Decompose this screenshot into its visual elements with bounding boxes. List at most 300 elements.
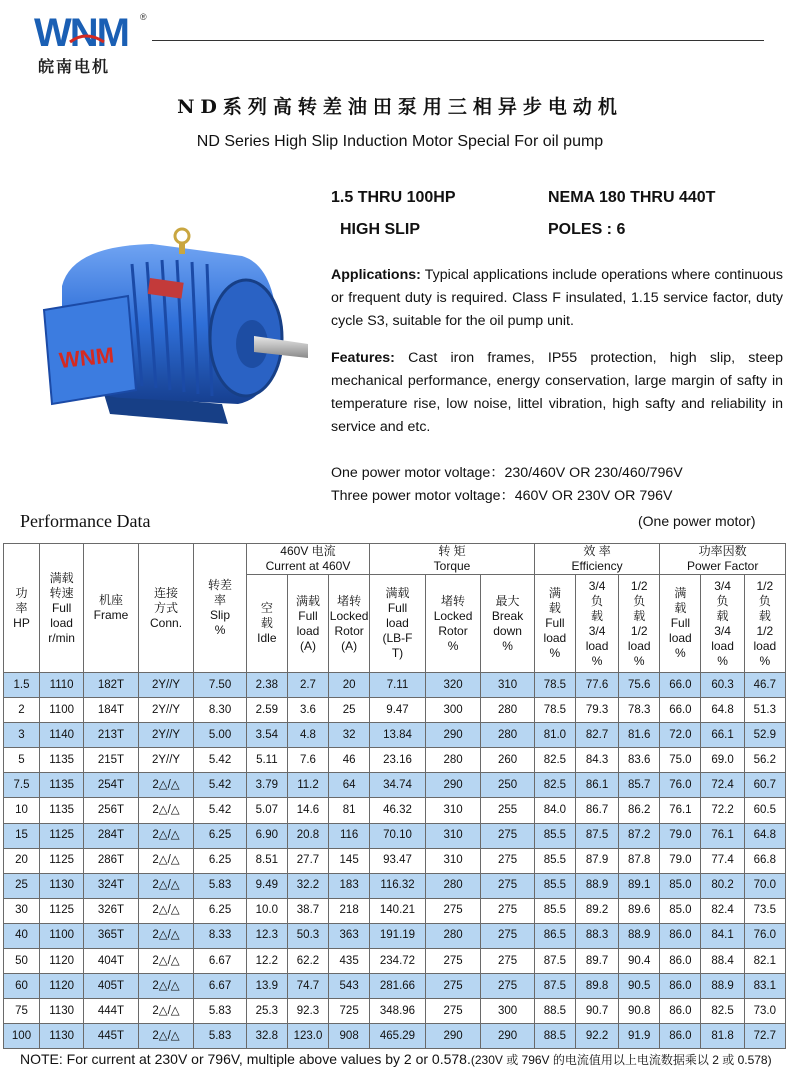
header-text: (A) bbox=[341, 638, 358, 653]
col-header-frame bbox=[84, 544, 139, 673]
table-cell: 290 bbox=[425, 773, 481, 798]
table-cell: 280 bbox=[425, 748, 481, 773]
header-text: 1/2 bbox=[630, 623, 648, 638]
table-cell: 1125 bbox=[40, 848, 84, 873]
header-text: % bbox=[717, 653, 728, 668]
table-cell: 6.25 bbox=[194, 848, 246, 873]
table-cell: 76.0 bbox=[744, 923, 785, 948]
table-cell: 182T bbox=[84, 673, 139, 698]
header-text: load bbox=[543, 631, 567, 645]
table-cell: 326T bbox=[84, 898, 139, 923]
table-cell: 405T bbox=[84, 974, 139, 999]
table-cell: 66.1 bbox=[701, 723, 744, 748]
table-cell: 3.54 bbox=[246, 723, 287, 748]
table-cell: 66.0 bbox=[660, 698, 701, 723]
header-text: 负 bbox=[758, 593, 771, 608]
voltage-one-power: One power motor voltage：230/460V OR 230/460/796V bbox=[331, 465, 683, 481]
table-cell: 81.8 bbox=[701, 1024, 744, 1049]
group-header-efficiency bbox=[534, 544, 660, 575]
table-cell: 70.10 bbox=[370, 823, 426, 848]
table-cell: 86.2 bbox=[619, 798, 660, 823]
table-cell: 73.5 bbox=[744, 898, 785, 923]
table-cell: 9.47 bbox=[370, 698, 426, 723]
table-cell: 100 bbox=[4, 1024, 40, 1049]
table-cell: 8.51 bbox=[246, 848, 287, 873]
table-cell: 27.7 bbox=[287, 848, 328, 873]
table-cell: 2Y//Y bbox=[138, 698, 194, 723]
table-cell: 445T bbox=[84, 1024, 139, 1049]
table-cell: 300 bbox=[425, 698, 481, 723]
table-cell: 20.8 bbox=[287, 823, 328, 848]
table-cell: 20 bbox=[329, 673, 370, 698]
table-cell: 78.5 bbox=[534, 698, 575, 723]
table-cell: 85.5 bbox=[534, 873, 575, 898]
table-cell: 2.38 bbox=[246, 673, 287, 698]
header-text: Idle bbox=[257, 631, 277, 645]
table-cell: 84.1 bbox=[701, 923, 744, 948]
table-cell: 23.16 bbox=[370, 748, 426, 773]
header-text: T) bbox=[391, 646, 404, 660]
table-cell: 88.5 bbox=[534, 1024, 575, 1049]
header-text: % bbox=[447, 638, 459, 653]
header-text: % bbox=[675, 646, 686, 660]
table-cell: 5.83 bbox=[194, 873, 246, 898]
table-cell: 2△/△ bbox=[138, 773, 194, 798]
table-cell: 86.1 bbox=[575, 773, 618, 798]
table-cell: 444T bbox=[84, 999, 139, 1024]
table-row bbox=[4, 723, 786, 748]
table-cell: 184T bbox=[84, 698, 139, 723]
table-cell: 324T bbox=[84, 873, 139, 898]
table-cell: 92.3 bbox=[287, 999, 328, 1024]
table-cell: 1110 bbox=[40, 673, 84, 698]
header-text: 载 bbox=[260, 616, 273, 630]
table-cell: 20 bbox=[4, 848, 40, 873]
table-cell: 86.0 bbox=[660, 999, 701, 1024]
header-text: 载 bbox=[633, 608, 646, 623]
table-cell: 88.9 bbox=[575, 873, 618, 898]
table-cell: 13.84 bbox=[370, 723, 426, 748]
table-cell: 74.7 bbox=[287, 974, 328, 999]
table-cell: 2△/△ bbox=[138, 848, 194, 873]
table-cell: 1120 bbox=[40, 949, 84, 974]
table-cell: 38.7 bbox=[287, 898, 328, 923]
table-cell: 256T bbox=[84, 798, 139, 823]
table-cell: 60.5 bbox=[744, 798, 785, 823]
footnote-en: NOTE: For current at 230V or 796V, multiple above values by 2 or 0.578. bbox=[20, 1051, 471, 1067]
table-cell: 2Y//Y bbox=[138, 748, 194, 773]
header-text: Conn. bbox=[150, 615, 183, 630]
table-cell: 275 bbox=[481, 873, 535, 898]
table-cell: 6.67 bbox=[194, 949, 246, 974]
col-header-eff-full bbox=[534, 575, 575, 673]
table-cell: 1130 bbox=[40, 1024, 84, 1049]
header-text: 连接 bbox=[154, 585, 179, 600]
registered-mark: ® bbox=[140, 12, 147, 22]
table-cell: 64 bbox=[329, 773, 370, 798]
table-cell: 3 bbox=[4, 723, 40, 748]
table-cell: 78.5 bbox=[534, 673, 575, 698]
table-cell: 89.7 bbox=[575, 949, 618, 974]
table-cell: 87.5 bbox=[534, 974, 575, 999]
table-cell: 275 bbox=[425, 949, 481, 974]
table-cell: 90.5 bbox=[619, 974, 660, 999]
header-text: down bbox=[493, 623, 522, 638]
header-text: 率 bbox=[15, 600, 28, 615]
table-cell: 9.49 bbox=[246, 873, 287, 898]
col-header-speed bbox=[40, 544, 84, 673]
table-cell: 215T bbox=[84, 748, 139, 773]
table-cell: 1100 bbox=[40, 698, 84, 723]
table-cell: 10 bbox=[4, 798, 40, 823]
spec-hp-range: 1.5 THRU 100HP bbox=[331, 189, 456, 206]
table-cell: 5.83 bbox=[194, 1024, 246, 1049]
table-row bbox=[4, 898, 786, 923]
header-text: 负 bbox=[591, 593, 604, 608]
table-cell: 82.1 bbox=[744, 949, 785, 974]
table-cell: 66.8 bbox=[744, 848, 785, 873]
header-text: Efficiency bbox=[571, 559, 623, 573]
header-text: Locked bbox=[433, 608, 473, 623]
table-cell: 5.07 bbox=[246, 798, 287, 823]
header-text: load bbox=[50, 615, 73, 630]
table-cell: 79.3 bbox=[575, 698, 618, 723]
col-header-conn bbox=[138, 544, 194, 673]
table-row bbox=[4, 873, 786, 898]
table-cell: 88.4 bbox=[701, 949, 744, 974]
table-row bbox=[4, 848, 786, 873]
header-text: 率 bbox=[214, 593, 227, 607]
table-cell: 82.5 bbox=[701, 999, 744, 1024]
table-cell: 86.0 bbox=[660, 1024, 701, 1049]
header-text: load bbox=[296, 623, 320, 638]
header-text: 方式 bbox=[154, 600, 179, 615]
col-header-pf-34 bbox=[701, 575, 744, 673]
table-row bbox=[4, 1024, 786, 1049]
header-text: load bbox=[669, 631, 692, 645]
table-cell: 80.2 bbox=[701, 873, 744, 898]
table-cell: 32.8 bbox=[246, 1024, 287, 1049]
table-row bbox=[4, 798, 786, 823]
table-cell: 310 bbox=[425, 848, 481, 873]
table-cell: 1125 bbox=[40, 823, 84, 848]
table-cell: 123.0 bbox=[287, 1024, 328, 1049]
table-cell: 1125 bbox=[40, 898, 84, 923]
header-text: load bbox=[386, 616, 409, 630]
header-text: load bbox=[585, 638, 609, 653]
table-cell: 280 bbox=[425, 873, 481, 898]
table-cell: 90.4 bbox=[619, 949, 660, 974]
page-title-en: ND Series High Slip Induction Motor Special For oil pump bbox=[196, 133, 604, 150]
table-cell: 90.8 bbox=[619, 999, 660, 1024]
table-cell: 50 bbox=[4, 949, 40, 974]
table-cell: 52.9 bbox=[744, 723, 785, 748]
col-header-breakdown bbox=[481, 575, 535, 673]
table-cell: 275 bbox=[481, 898, 535, 923]
table-cell: 140.21 bbox=[370, 898, 426, 923]
table-cell: 34.74 bbox=[370, 773, 426, 798]
table-cell: 87.2 bbox=[619, 823, 660, 848]
table-cell: 12.3 bbox=[246, 923, 287, 948]
spec-poles: POLES : 6 bbox=[548, 221, 626, 238]
table-cell: 310 bbox=[425, 823, 481, 848]
header-text: Rotor bbox=[334, 623, 364, 638]
table-cell: 69.0 bbox=[701, 748, 744, 773]
table-cell: 300 bbox=[481, 999, 535, 1024]
table-cell: 83.6 bbox=[619, 748, 660, 773]
header-text: 3/4 bbox=[714, 578, 731, 593]
table-cell: 218 bbox=[329, 898, 370, 923]
table-cell: 85.7 bbox=[619, 773, 660, 798]
table-cell: 72.7 bbox=[744, 1024, 785, 1049]
table-cell: 255 bbox=[481, 798, 535, 823]
brand-logo bbox=[34, 8, 154, 76]
table-cell: 86.0 bbox=[660, 923, 701, 948]
table-cell: 32.2 bbox=[287, 873, 328, 898]
header-text: 转速 bbox=[49, 585, 74, 600]
table-cell: 6.25 bbox=[194, 823, 246, 848]
table-cell: 6.25 bbox=[194, 898, 246, 923]
table-row bbox=[4, 698, 786, 723]
table-cell: 46.7 bbox=[744, 673, 785, 698]
header-text: Torque bbox=[433, 559, 471, 573]
performance-title: Performance Data bbox=[20, 511, 151, 531]
table-cell: 7.11 bbox=[370, 673, 426, 698]
table-cell: 4.8 bbox=[287, 723, 328, 748]
table-cell: 15 bbox=[4, 823, 40, 848]
table-cell: 365T bbox=[84, 923, 139, 948]
header-text: load bbox=[753, 638, 777, 653]
table-row bbox=[4, 673, 786, 698]
table-cell: 116.32 bbox=[370, 873, 426, 898]
performance-table-body bbox=[4, 673, 786, 1049]
table-row bbox=[4, 823, 786, 848]
table-row bbox=[4, 974, 786, 999]
group-header-torque bbox=[370, 544, 535, 575]
table-cell: 1100 bbox=[40, 923, 84, 948]
table-cell: 87.8 bbox=[619, 848, 660, 873]
header-text: Break bbox=[491, 608, 524, 623]
table-cell: 86.7 bbox=[575, 798, 618, 823]
header-text: 满 bbox=[548, 586, 561, 600]
table-cell: 1130 bbox=[40, 999, 84, 1024]
table-cell: 76.1 bbox=[701, 823, 744, 848]
table-cell: 250 bbox=[481, 773, 535, 798]
table-cell: 12.2 bbox=[246, 949, 287, 974]
table-cell: 81 bbox=[329, 798, 370, 823]
table-row bbox=[4, 999, 786, 1024]
table-cell: 275 bbox=[481, 923, 535, 948]
group-header-current bbox=[246, 544, 369, 575]
table-cell: 286T bbox=[84, 848, 139, 873]
table-cell: 46 bbox=[329, 748, 370, 773]
header-text: 负 bbox=[633, 593, 646, 608]
table-cell: 543 bbox=[329, 974, 370, 999]
table-cell: 6.90 bbox=[246, 823, 287, 848]
table-cell: 275 bbox=[425, 898, 481, 923]
performance-table bbox=[3, 543, 786, 1049]
lifting-eye-icon bbox=[175, 229, 189, 243]
table-cell: 82.5 bbox=[534, 773, 575, 798]
header-text: % bbox=[759, 653, 771, 668]
header-text: % bbox=[502, 638, 513, 653]
header-text: load bbox=[711, 638, 734, 653]
table-cell: 85.5 bbox=[534, 898, 575, 923]
table-cell: 81.6 bbox=[619, 723, 660, 748]
table-cell: 72.2 bbox=[701, 798, 744, 823]
header-text: 空 bbox=[260, 601, 273, 615]
group-header-power-factor bbox=[660, 544, 786, 575]
header-text: 载 bbox=[716, 608, 729, 623]
table-cell: 1.5 bbox=[4, 673, 40, 698]
table-cell: 260 bbox=[481, 748, 535, 773]
table-cell: 10.0 bbox=[246, 898, 287, 923]
table-cell: 92.2 bbox=[575, 1024, 618, 1049]
table-cell: 85.0 bbox=[660, 873, 701, 898]
table-cell: 116 bbox=[329, 823, 370, 848]
header-text: 载 bbox=[591, 608, 604, 623]
table-cell: 2△/△ bbox=[138, 898, 194, 923]
table-cell: 310 bbox=[481, 673, 535, 698]
header-text: 1/2 bbox=[756, 578, 774, 593]
table-cell: 725 bbox=[329, 999, 370, 1024]
table-cell: 290 bbox=[425, 723, 481, 748]
header-text: 1/2 bbox=[630, 578, 648, 593]
header-text: Locked bbox=[329, 608, 369, 623]
header-text: % bbox=[591, 653, 603, 668]
table-cell: 5.83 bbox=[194, 999, 246, 1024]
table-cell: 2△/△ bbox=[138, 923, 194, 948]
table-cell: 5.11 bbox=[246, 748, 287, 773]
table-cell: 284T bbox=[84, 823, 139, 848]
table-cell: 85.5 bbox=[534, 823, 575, 848]
table-cell: 40 bbox=[4, 923, 40, 948]
table-cell: 2△/△ bbox=[138, 823, 194, 848]
table-cell: 1130 bbox=[40, 873, 84, 898]
table-cell: 310 bbox=[425, 798, 481, 823]
table-cell: 280 bbox=[481, 698, 535, 723]
header-text: % bbox=[549, 646, 561, 660]
col-header-locked-rotor-pct bbox=[425, 575, 481, 673]
header-text: 载 bbox=[758, 608, 771, 623]
table-cell: 5.42 bbox=[194, 773, 246, 798]
header-text: 载 bbox=[674, 601, 687, 615]
footnote-cn: (230V 或 796V 的电流值用以上电流数据乘以 2 或 0.578) bbox=[470, 1053, 772, 1067]
header-text: 负 bbox=[716, 593, 729, 608]
table-cell: 1135 bbox=[40, 773, 84, 798]
table-cell: 2△/△ bbox=[138, 873, 194, 898]
table-cell: 87.5 bbox=[575, 823, 618, 848]
table-cell: 75.6 bbox=[619, 673, 660, 698]
col-header-idle bbox=[246, 575, 287, 673]
table-cell: 145 bbox=[329, 848, 370, 873]
header-text: 3/4 bbox=[588, 623, 606, 638]
header-text: Full bbox=[545, 616, 565, 630]
table-cell: 275 bbox=[481, 974, 535, 999]
footnote bbox=[20, 1050, 790, 1070]
table-cell: 72.4 bbox=[701, 773, 744, 798]
header-text: Current at 460V bbox=[265, 559, 351, 573]
table-cell: 88.5 bbox=[534, 999, 575, 1024]
table-cell: 254T bbox=[84, 773, 139, 798]
features-text: Cast iron frames, IP55 protection, high slip, steep mechanical performance, energy conservation, large margin of safty in temperature rise, low noise, littel vibration, high safty and reliability in service and etc. bbox=[331, 350, 783, 435]
table-cell: 62.2 bbox=[287, 949, 328, 974]
table-cell: 89.6 bbox=[619, 898, 660, 923]
table-cell: 88.9 bbox=[619, 923, 660, 948]
col-header-slip bbox=[194, 544, 246, 673]
table-cell: 908 bbox=[329, 1024, 370, 1049]
table-row bbox=[4, 923, 786, 948]
features-paragraph bbox=[331, 347, 783, 439]
header-text: 460V 电流 bbox=[280, 544, 336, 558]
header-text: 机座 bbox=[98, 593, 123, 607]
table-cell: 30 bbox=[4, 898, 40, 923]
table-cell: 2△/△ bbox=[138, 974, 194, 999]
table-cell: 275 bbox=[481, 848, 535, 873]
table-cell: 320 bbox=[425, 673, 481, 698]
table-cell: 348.96 bbox=[370, 999, 426, 1024]
table-cell: 2△/△ bbox=[138, 999, 194, 1024]
brand-name-cn: 皖南电机 bbox=[38, 57, 111, 76]
header-text: 堵转 bbox=[441, 593, 466, 608]
table-cell: 2△/△ bbox=[138, 1024, 194, 1049]
table-cell: 84.0 bbox=[534, 798, 575, 823]
col-header-full-load-a bbox=[287, 575, 328, 673]
header-text: 满载 bbox=[385, 586, 410, 600]
table-cell: 82.7 bbox=[575, 723, 618, 748]
table-cell: 183 bbox=[329, 873, 370, 898]
page-title-cn: ND系列高转差油田泵用三相异步电动机 bbox=[177, 96, 623, 118]
table-cell: 83.1 bbox=[744, 974, 785, 999]
logo-text: WNM bbox=[34, 11, 128, 52]
applications-paragraph bbox=[331, 264, 783, 333]
table-cell: 11.2 bbox=[287, 773, 328, 798]
table-cell: 275 bbox=[425, 999, 481, 1024]
header-text: 堵转 bbox=[337, 593, 362, 608]
table-cell: 275 bbox=[425, 974, 481, 999]
table-cell: 465.29 bbox=[370, 1024, 426, 1049]
table-cell: 1135 bbox=[40, 798, 84, 823]
header-text: (LB-F bbox=[382, 631, 413, 645]
table-cell: 73.0 bbox=[744, 999, 785, 1024]
table-cell: 2△/△ bbox=[138, 798, 194, 823]
table-cell: 89.8 bbox=[575, 974, 618, 999]
header-text: 效 率 bbox=[583, 544, 611, 558]
table-cell: 64.8 bbox=[744, 823, 785, 848]
table-cell: 88.3 bbox=[575, 923, 618, 948]
table-cell: 56.2 bbox=[744, 748, 785, 773]
table-cell: 3.79 bbox=[246, 773, 287, 798]
header-text: (A) bbox=[299, 638, 316, 653]
header-text: 满 bbox=[674, 586, 687, 600]
table-cell: 46.32 bbox=[370, 798, 426, 823]
voltage-three-power: Three power motor voltage：460V OR 230V OR 796V bbox=[331, 488, 673, 504]
header-text: 3/4 bbox=[714, 623, 731, 638]
table-cell: 8.33 bbox=[194, 923, 246, 948]
header-text: 最大 bbox=[495, 593, 520, 608]
col-header-locked-rotor-a bbox=[329, 575, 370, 673]
table-cell: 25 bbox=[4, 873, 40, 898]
header-text: HP bbox=[13, 615, 30, 630]
header-text: Full bbox=[51, 600, 72, 615]
table-cell: 60 bbox=[4, 974, 40, 999]
table-cell: 8.30 bbox=[194, 698, 246, 723]
table-cell: 5.00 bbox=[194, 723, 246, 748]
header-text: 转 矩 bbox=[438, 544, 466, 558]
table-cell: 281.66 bbox=[370, 974, 426, 999]
table-cell: 5 bbox=[4, 748, 40, 773]
table-cell: 234.72 bbox=[370, 949, 426, 974]
